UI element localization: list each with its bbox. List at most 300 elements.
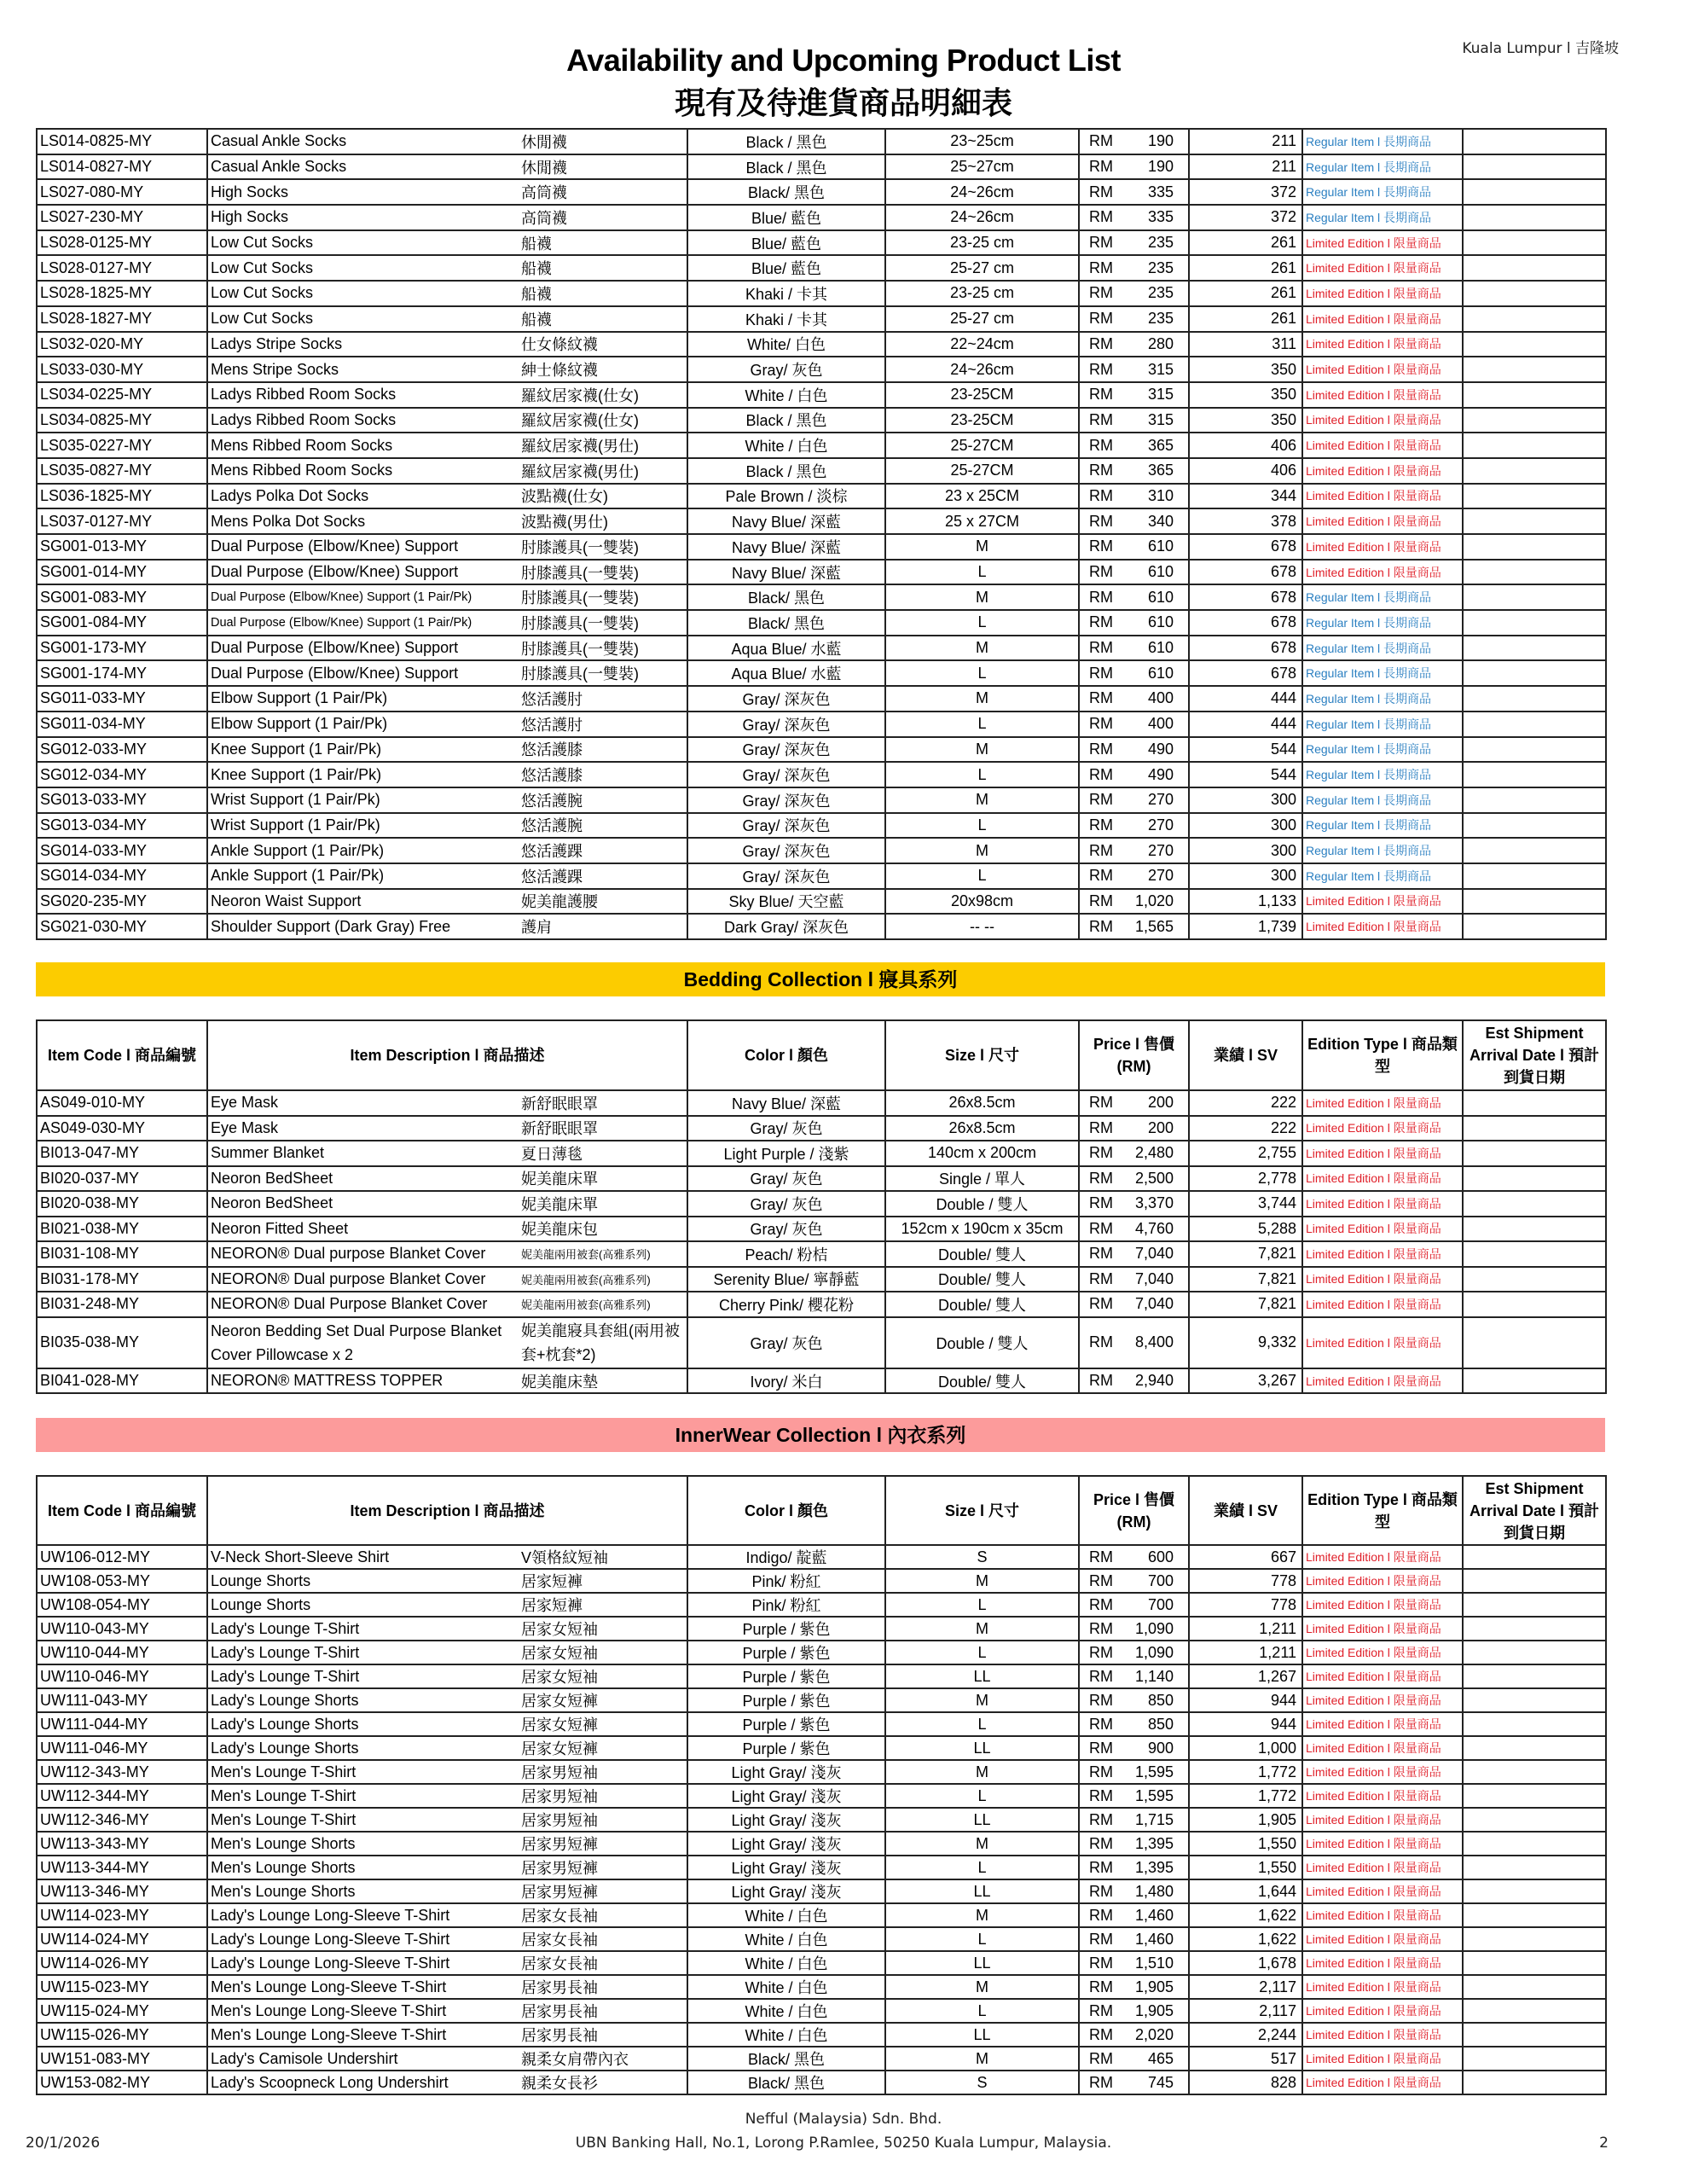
item-description-chinese: 居家男長袖 — [519, 1999, 687, 2023]
item-price — [1079, 230, 1189, 256]
item-size: L — [885, 813, 1079, 839]
arrival-date — [1463, 1141, 1606, 1166]
price-value: 610 — [1147, 588, 1174, 606]
table-row — [37, 787, 1606, 813]
item-sv: 1,905 — [1189, 1808, 1302, 1832]
item-description: Dual Purpose (Elbow/Knee) Support — [207, 534, 519, 560]
arrival-date — [1463, 306, 1606, 332]
item-description-chinese: 肘膝護具(一雙裝) — [519, 534, 687, 560]
item-description: Ladys Stripe Socks — [207, 332, 519, 357]
edition-type: Limited Edition l 限量商品 — [1302, 1617, 1463, 1641]
arrival-date — [1463, 1999, 1606, 2023]
footer-address: UBN Banking Hall, No.1, Lorong P.Ramlee, 50250 Kuala Lumpur, Malaysia. — [575, 2135, 1112, 2152]
item-sv: 544 — [1189, 762, 1302, 787]
item-color: Khaki / 卡其 — [687, 281, 885, 306]
arrival-date — [1463, 686, 1606, 712]
item-code: BI041-028-MY — [37, 1368, 207, 1394]
header-size: Size l 尺寸 — [885, 1020, 1079, 1090]
price-value: 1,090 — [1134, 1643, 1174, 1661]
item-code: UW106-012-MY — [37, 1545, 207, 1569]
item-code: UW112-344-MY — [37, 1784, 207, 1808]
currency-label: RM — [1089, 816, 1113, 834]
item-size: L — [885, 1593, 1079, 1617]
item-code: SG001-013-MY — [37, 534, 207, 560]
item-sv: 444 — [1189, 712, 1302, 737]
item-code: UW115-023-MY — [37, 1975, 207, 1999]
edition-type: Regular Item l 長期商品 — [1302, 838, 1463, 863]
arrival-date — [1463, 610, 1606, 636]
item-price — [1079, 1545, 1189, 1569]
accessories-table — [36, 128, 1607, 940]
edition-type: Limited Edition l 限量商品 — [1302, 1267, 1463, 1292]
item-sv: 406 — [1189, 458, 1302, 484]
currency-label: RM — [1089, 2073, 1114, 2091]
price-value: 850 — [1147, 1715, 1174, 1733]
item-size: L — [885, 1641, 1079, 1664]
item-sv: 1,644 — [1189, 1879, 1302, 1903]
currency-label: RM — [1089, 1144, 1114, 1162]
price-value: 235 — [1147, 284, 1174, 302]
item-description: Lady's Scoopneck Long Undershirt — [207, 2071, 519, 2094]
item-description: Lady's Lounge Shorts — [207, 1712, 519, 1736]
item-price — [1079, 1903, 1189, 1927]
item-description: NEORON® MATTRESS TOPPER — [207, 1368, 519, 1394]
item-size: 25-27CM — [885, 458, 1079, 484]
item-description: Dual Purpose (Elbow/Knee) Support — [207, 560, 519, 585]
item-description: Dual Purpose (Elbow/Knee) Support — [207, 660, 519, 686]
item-description: Ankle Support (1 Pair/Pk) — [207, 838, 519, 863]
item-description-chinese: 居家女長袖 — [519, 1903, 687, 1927]
price-value: 2,940 — [1134, 1372, 1174, 1390]
item-description-chinese: 妮美龍兩用被套(高雅系列) — [519, 1292, 687, 1317]
item-sv: 2,117 — [1189, 1999, 1302, 2023]
arrival-date — [1463, 889, 1606, 915]
item-sv: 344 — [1189, 484, 1302, 509]
item-size: L — [885, 1927, 1079, 1951]
item-sv: 261 — [1189, 230, 1302, 256]
arrival-date — [1463, 636, 1606, 661]
currency-label: RM — [1089, 689, 1113, 707]
item-price — [1079, 281, 1189, 306]
item-sv: 2,778 — [1189, 1166, 1302, 1192]
item-code: LS033-030-MY — [37, 357, 207, 382]
item-price — [1079, 914, 1189, 939]
item-sv: 372 — [1189, 205, 1302, 230]
edition-type: Regular Item l 長期商品 — [1302, 863, 1463, 889]
item-size: 26x8.5cm — [885, 1116, 1079, 1141]
item-description: Lady's Camisole Undershirt — [207, 2047, 519, 2071]
item-size: 140cm x 200cm — [885, 1141, 1079, 1166]
item-sv: 378 — [1189, 508, 1302, 534]
currency-label: RM — [1089, 715, 1113, 733]
item-description: NEORON® Dual purpose Blanket Cover — [207, 1267, 519, 1292]
item-description: Low Cut Socks — [207, 230, 519, 256]
item-price — [1079, 1116, 1189, 1141]
item-size: 25~27cm — [885, 154, 1079, 180]
item-color: Black / 黑色 — [687, 129, 885, 154]
section-banner-bedding: Bedding Collection l 寢具系列 — [36, 962, 1605, 996]
table-row — [37, 813, 1606, 839]
item-color: Gray/ 灰色 — [687, 1217, 885, 1242]
currency-label: RM — [1089, 1643, 1114, 1661]
item-code: LS037-0127-MY — [37, 508, 207, 534]
item-size: Double / 雙人 — [885, 1317, 1079, 1368]
price-value: 490 — [1147, 740, 1174, 758]
item-size: 24~26cm — [885, 357, 1079, 382]
item-color: Purple / 紫色 — [687, 1617, 885, 1641]
item-color: Navy Blue/ 深藍 — [687, 508, 885, 534]
item-color: Gray/ 深灰色 — [687, 737, 885, 763]
edition-type: Limited Edition l 限量商品 — [1302, 255, 1463, 281]
item-description: High Socks — [207, 205, 519, 230]
item-color: Gray/ 灰色 — [687, 1116, 885, 1141]
item-size: L — [885, 863, 1079, 889]
item-description: Ladys Ribbed Room Socks — [207, 382, 519, 408]
item-code: UW114-026-MY — [37, 1951, 207, 1975]
item-sv: 1,772 — [1189, 1760, 1302, 1784]
item-code: UW112-346-MY — [37, 1808, 207, 1832]
item-description-chinese: 悠活護肘 — [519, 712, 687, 737]
item-price — [1079, 332, 1189, 357]
item-size: Double/ 雙人 — [885, 1241, 1079, 1267]
edition-type: Limited Edition l 限量商品 — [1302, 1760, 1463, 1784]
table-row — [37, 2047, 1606, 2071]
item-description: V-Neck Short-Sleeve Shirt — [207, 1545, 519, 1569]
currency-label: RM — [1089, 2001, 1114, 2019]
item-code: LS014-0825-MY — [37, 129, 207, 154]
item-description: Neoron Bedding Set Dual Purpose Blanket Cover Pillowcase x 2 — [207, 1317, 519, 1368]
item-code: LS035-0827-MY — [37, 458, 207, 484]
item-code: SG001-084-MY — [37, 610, 207, 636]
item-description: Low Cut Socks — [207, 306, 519, 332]
item-code: BI021-038-MY — [37, 1217, 207, 1242]
currency-label: RM — [1089, 1169, 1114, 1187]
arrival-date — [1463, 1267, 1606, 1292]
item-description-chinese: 悠活護肘 — [519, 686, 687, 712]
item-size: LL — [885, 1664, 1079, 1688]
price-value: 1,905 — [1134, 2001, 1174, 2019]
item-code: SG013-033-MY — [37, 787, 207, 813]
item-sv: 1,622 — [1189, 1927, 1302, 1951]
item-sv: 678 — [1189, 636, 1302, 661]
item-sv: 3,744 — [1189, 1191, 1302, 1217]
item-price — [1079, 636, 1189, 661]
arrival-date — [1463, 484, 1606, 509]
item-code: SG001-174-MY — [37, 660, 207, 686]
item-description-chinese: 妮美龍寢具套組(兩用被套+枕套*2) — [519, 1317, 687, 1368]
item-description: Knee Support (1 Pair/Pk) — [207, 737, 519, 763]
currency-label: RM — [1089, 867, 1113, 885]
item-description-chinese: 船襪 — [519, 281, 687, 306]
item-description: Ladys Ribbed Room Socks — [207, 408, 519, 433]
arrival-date — [1463, 1292, 1606, 1317]
item-size: L — [885, 1712, 1079, 1736]
price-value: 610 — [1147, 613, 1174, 631]
item-code: UW113-343-MY — [37, 1832, 207, 1856]
price-value: 1,020 — [1134, 892, 1174, 909]
item-description-chinese: 居家女短袖 — [519, 1664, 687, 1688]
table-row — [37, 686, 1606, 712]
item-size: L — [885, 1999, 1079, 2023]
price-value: 1,595 — [1134, 1763, 1174, 1780]
price-value: 400 — [1147, 715, 1174, 733]
item-sv: 444 — [1189, 686, 1302, 712]
item-code: UW111-043-MY — [37, 1688, 207, 1712]
item-sv: 1,133 — [1189, 889, 1302, 915]
table-row — [37, 205, 1606, 230]
footer-company: Nefful (Malaysia) Sdn. Bhd. — [745, 2111, 942, 2128]
edition-type: Regular Item l 長期商品 — [1302, 686, 1463, 712]
edition-type: Regular Item l 長期商品 — [1302, 787, 1463, 813]
item-description-chinese: 居家男短袖 — [519, 1760, 687, 1784]
item-description-chinese: 居家女短褲 — [519, 1712, 687, 1736]
item-sv: 944 — [1189, 1688, 1302, 1712]
item-color: Indigo/ 靛藍 — [687, 1545, 885, 1569]
item-price — [1079, 1736, 1189, 1760]
arrival-date — [1463, 1736, 1606, 1760]
item-description-chinese: 波點襪(男仕) — [519, 508, 687, 534]
price-value: 365 — [1147, 462, 1174, 479]
item-size: M — [885, 787, 1079, 813]
item-color: White / 白色 — [687, 433, 885, 458]
header-edition-type: Edition Type l 商品類型 — [1302, 1476, 1463, 1545]
item-description: Lady's Lounge T-Shirt — [207, 1664, 519, 1688]
item-code: AS049-010-MY — [37, 1090, 207, 1116]
item-sv: 1,772 — [1189, 1784, 1302, 1808]
price-value: 1,565 — [1134, 917, 1174, 935]
item-sv: 211 — [1189, 154, 1302, 180]
item-description-chinese: 羅紋居家襪(男仕) — [519, 458, 687, 484]
item-code: UW111-044-MY — [37, 1712, 207, 1736]
item-size: Double/ 雙人 — [885, 1368, 1079, 1394]
item-price — [1079, 1760, 1189, 1784]
price-value: 235 — [1147, 310, 1174, 328]
item-color: White/ 白色 — [687, 332, 885, 357]
price-value: 1,510 — [1134, 1954, 1174, 1972]
item-price — [1079, 1090, 1189, 1116]
item-color: Pink/ 粉紅 — [687, 1593, 885, 1617]
price-value: 1,395 — [1134, 1858, 1174, 1876]
item-description-chinese: 新舒眠眼罩 — [519, 1090, 687, 1116]
item-size: L — [885, 660, 1079, 686]
item-sv: 211 — [1189, 129, 1302, 154]
price-value: 610 — [1147, 537, 1174, 555]
edition-type: Limited Edition l 限量商品 — [1302, 230, 1463, 256]
currency-label: RM — [1089, 1245, 1114, 1263]
table-row — [37, 1999, 1606, 2023]
item-description-chinese: 休閒襪 — [519, 154, 687, 180]
item-price — [1079, 1141, 1189, 1166]
item-price — [1079, 534, 1189, 560]
arrival-date — [1463, 1832, 1606, 1856]
item-description: Casual Ankle Socks — [207, 154, 519, 180]
item-code: SG013-034-MY — [37, 813, 207, 839]
item-size: L — [885, 610, 1079, 636]
item-description: Summer Blanket — [207, 1141, 519, 1166]
item-description: Lady's Lounge Long-Sleeve T-Shirt — [207, 1903, 519, 1927]
item-size: 152cm x 190cm x 35cm — [885, 1217, 1079, 1242]
item-description: Mens Stripe Socks — [207, 357, 519, 382]
item-size: M — [885, 1760, 1079, 1784]
item-sv: 350 — [1189, 357, 1302, 382]
item-price — [1079, 1832, 1189, 1856]
edition-type: Limited Edition l 限量商品 — [1302, 1688, 1463, 1712]
arrival-date — [1463, 737, 1606, 763]
item-sv: 300 — [1189, 787, 1302, 813]
currency-label: RM — [1089, 1691, 1114, 1709]
item-size: 23-25 cm — [885, 281, 1079, 306]
edition-type: Limited Edition l 限量商品 — [1302, 560, 1463, 585]
arrival-date — [1463, 1784, 1606, 1808]
item-sv: 2,244 — [1189, 2023, 1302, 2047]
price-value: 2,480 — [1134, 1144, 1174, 1162]
item-description: Lounge Shorts — [207, 1569, 519, 1593]
arrival-date — [1463, 863, 1606, 889]
item-size: M — [885, 1617, 1079, 1641]
edition-type: Limited Edition l 限量商品 — [1302, 1951, 1463, 1975]
currency-label: RM — [1089, 613, 1113, 631]
header-arrival-date: Est Shipment Arrival Date l 預計到貨日期 — [1463, 1476, 1606, 1545]
item-size: LL — [885, 1951, 1079, 1975]
price-value: 190 — [1147, 132, 1174, 150]
item-code: SG014-034-MY — [37, 863, 207, 889]
item-description-chinese: 悠活護腕 — [519, 813, 687, 839]
table-row — [37, 1951, 1606, 1975]
item-description: Mens Polka Dot Socks — [207, 508, 519, 534]
item-color: Light Gray/ 淺灰 — [687, 1832, 885, 1856]
currency-label: RM — [1089, 1194, 1114, 1212]
item-size: 22~24cm — [885, 332, 1079, 357]
item-color: Dark Gray/ 深灰色 — [687, 914, 885, 939]
item-price — [1079, 1569, 1189, 1593]
item-description-chinese: 居家女短褲 — [519, 1688, 687, 1712]
item-color: Gray/ 灰色 — [687, 357, 885, 382]
table-row — [37, 1368, 1606, 1394]
item-description: Wrist Support (1 Pair/Pk) — [207, 787, 519, 813]
edition-type: Regular Item l 長期商品 — [1302, 813, 1463, 839]
arrival-date — [1463, 2047, 1606, 2071]
edition-type: Regular Item l 長期商品 — [1302, 179, 1463, 205]
item-code: LS014-0827-MY — [37, 154, 207, 180]
arrival-date — [1463, 433, 1606, 458]
item-size: 25-27 cm — [885, 255, 1079, 281]
currency-label: RM — [1089, 1372, 1114, 1390]
item-size: L — [885, 560, 1079, 585]
item-code: BI031-248-MY — [37, 1292, 207, 1317]
item-code: UW110-044-MY — [37, 1641, 207, 1664]
price-value: 610 — [1147, 639, 1174, 657]
item-code: UW115-024-MY — [37, 1999, 207, 2023]
item-sv: 5,288 — [1189, 1217, 1302, 1242]
arrival-date — [1463, 205, 1606, 230]
price-value: 850 — [1147, 1691, 1174, 1709]
item-description-chinese: 船襪 — [519, 255, 687, 281]
item-color: Serenity Blue/ 寧靜藍 — [687, 1267, 885, 1292]
item-size: 23-25CM — [885, 408, 1079, 433]
edition-type: Limited Edition l 限量商品 — [1302, 1593, 1463, 1617]
item-description: Lady's Lounge Shorts — [207, 1736, 519, 1760]
price-value: 900 — [1147, 1739, 1174, 1757]
arrival-date — [1463, 458, 1606, 484]
item-size: 26x8.5cm — [885, 1090, 1079, 1116]
currency-label: RM — [1089, 1906, 1114, 1924]
item-code: LS034-0225-MY — [37, 382, 207, 408]
item-size: LL — [885, 1879, 1079, 1903]
table-row — [37, 636, 1606, 661]
item-price — [1079, 179, 1189, 205]
currency-label: RM — [1089, 2025, 1114, 2043]
table-row — [37, 1141, 1606, 1166]
currency-label: RM — [1089, 841, 1113, 859]
arrival-date — [1463, 281, 1606, 306]
currency-label: RM — [1089, 2049, 1114, 2067]
edition-type: Limited Edition l 限量商品 — [1302, 1664, 1463, 1688]
item-size: L — [885, 762, 1079, 787]
arrival-date — [1463, 1241, 1606, 1267]
table-row — [37, 838, 1606, 863]
arrival-date — [1463, 1090, 1606, 1116]
arrival-date — [1463, 1317, 1606, 1368]
item-description-chinese: 肘膝護具(一雙裝) — [519, 610, 687, 636]
item-size: 24~26cm — [885, 179, 1079, 205]
item-size: M — [885, 1688, 1079, 1712]
item-sv: 1,678 — [1189, 1951, 1302, 1975]
item-price — [1079, 737, 1189, 763]
item-price — [1079, 1879, 1189, 1903]
item-color: Ivory/ 米白 — [687, 1368, 885, 1394]
arrival-date — [1463, 1879, 1606, 1903]
item-description-chinese: 居家男短褲 — [519, 1879, 687, 1903]
item-description-chinese: 船襪 — [519, 306, 687, 332]
price-value: 600 — [1147, 1548, 1174, 1565]
item-sv: 350 — [1189, 382, 1302, 408]
item-description: Men's Lounge T-Shirt — [207, 1808, 519, 1832]
item-color: Purple / 紫色 — [687, 1736, 885, 1760]
arrival-date — [1463, 332, 1606, 357]
edition-type: Limited Edition l 限量商品 — [1302, 534, 1463, 560]
arrival-date — [1463, 1116, 1606, 1141]
price-value: 270 — [1147, 791, 1174, 809]
item-size: M — [885, 584, 1079, 610]
header-item-code: Item Code l 商品編號 — [37, 1476, 207, 1545]
item-price — [1079, 408, 1189, 433]
edition-type: Limited Edition l 限量商品 — [1302, 1217, 1463, 1242]
item-description-chinese: 居家男長袖 — [519, 2023, 687, 2047]
item-color: Gray/ 灰色 — [687, 1191, 885, 1217]
item-size: Double / 雙人 — [885, 1191, 1079, 1217]
item-description-chinese: 妮美龍兩用被套(高雅系列) — [519, 1267, 687, 1292]
item-color: Sky Blue/ 天空藍 — [687, 889, 885, 915]
item-color: White / 白色 — [687, 1927, 885, 1951]
table-row — [37, 1090, 1606, 1116]
currency-label: RM — [1089, 1739, 1114, 1757]
item-description: Dual Purpose (Elbow/Knee) Support (1 Pair/Pk) — [207, 584, 519, 610]
edition-type: Limited Edition l 限量商品 — [1302, 458, 1463, 484]
item-price — [1079, 1191, 1189, 1217]
item-description: Neoron Waist Support — [207, 889, 519, 915]
item-description: Men's Lounge Shorts — [207, 1856, 519, 1879]
price-value: 610 — [1147, 664, 1174, 682]
price-value: 8,400 — [1134, 1333, 1174, 1351]
edition-type: Limited Edition l 限量商品 — [1302, 1191, 1463, 1217]
item-description: Ladys Polka Dot Socks — [207, 484, 519, 509]
item-price — [1079, 2071, 1189, 2094]
arrival-date — [1463, 1569, 1606, 1593]
item-description: Mens Ribbed Room Socks — [207, 458, 519, 484]
item-price — [1079, 484, 1189, 509]
item-price — [1079, 560, 1189, 585]
item-size: S — [885, 2071, 1079, 2094]
